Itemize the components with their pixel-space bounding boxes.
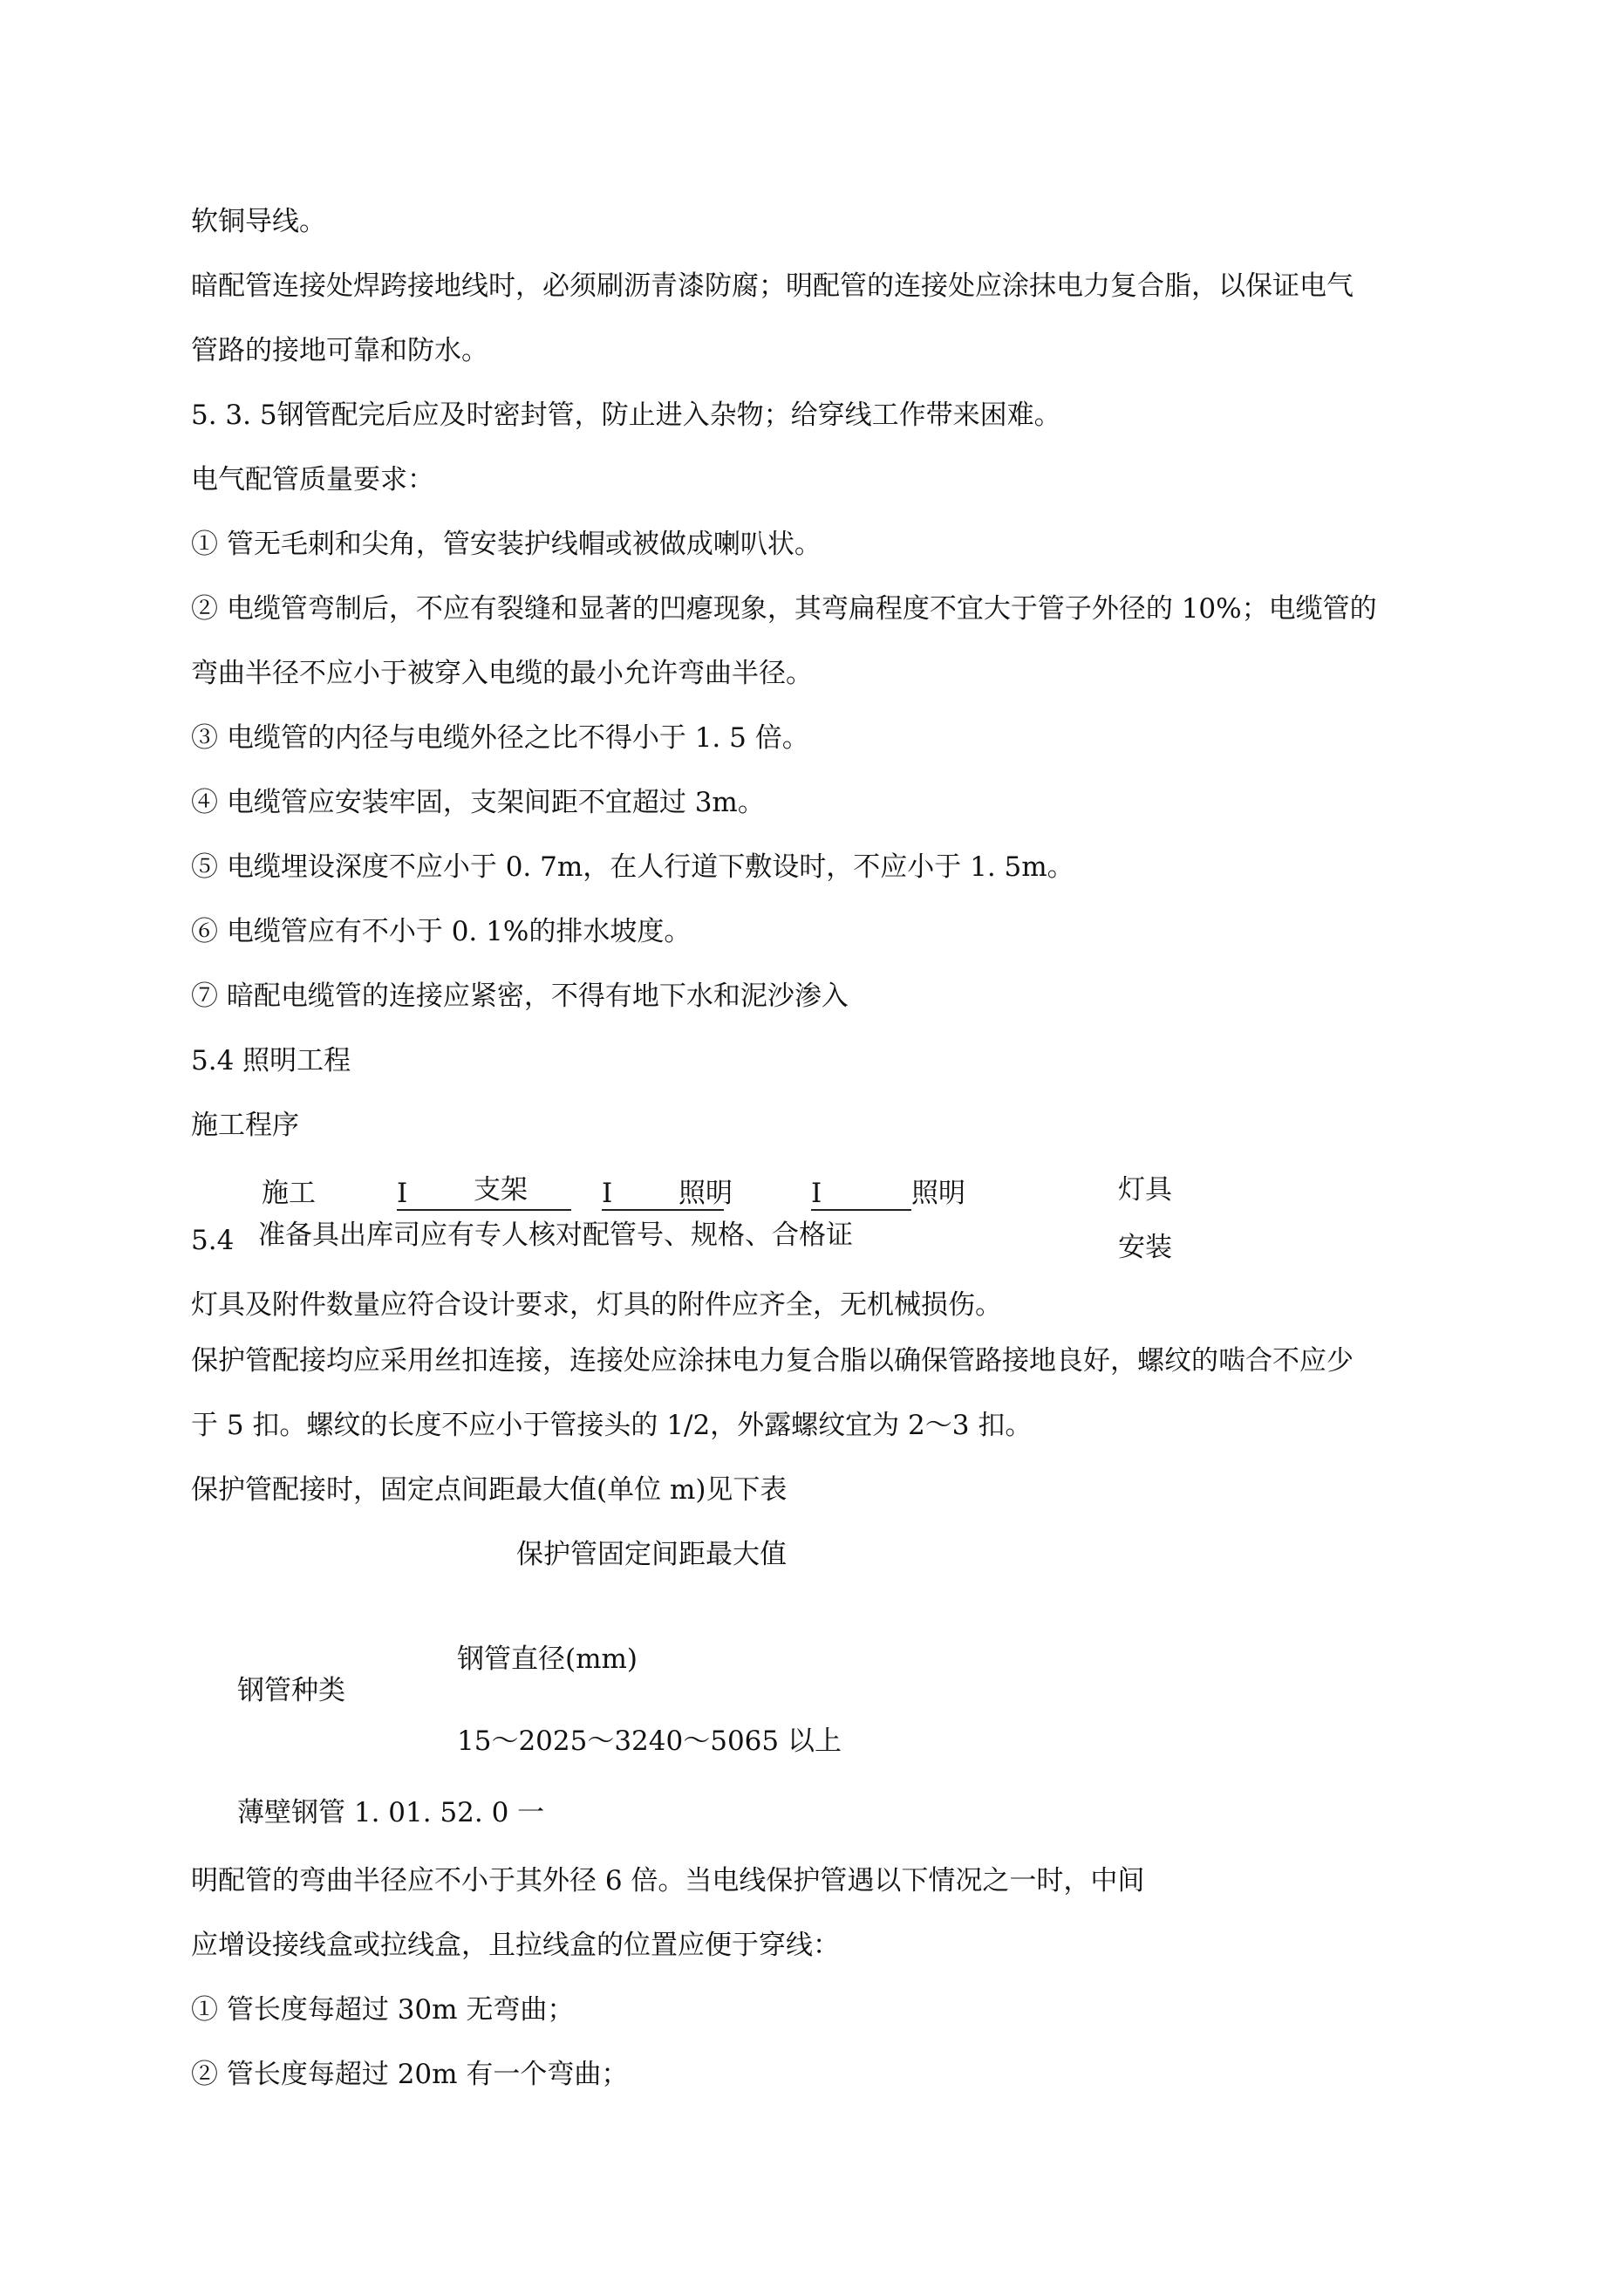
list-item: ① 管长度每超过 30m 无弯曲； <box>191 1994 575 2026</box>
flow-mark: I <box>811 1178 822 1209</box>
flow-connector <box>811 1178 911 1211</box>
list-item: ① 管无毛刺和尖角，管安装护线帽或被做成喇叭状。 <box>191 529 822 560</box>
flow-row: 准备具出库司应有专人核对配管号、规格、合格证 <box>258 1220 853 1251</box>
table-column-header: 钢管直径(mm) <box>457 1643 638 1675</box>
flow-step: 灯具 <box>1118 1174 1172 1206</box>
flow-number: 5.4 <box>191 1225 235 1256</box>
paragraph: 暗配管连接处焊跨接地线时，必须刷沥青漆防腐；明配管的连接处应涂抹电力复合脂，以保证电气 <box>191 270 1354 302</box>
flow-mark: I <box>602 1178 613 1209</box>
paragraph: 应增设接线盒或拉线盒，且拉线盒的位置应便于穿线： <box>191 1930 840 1961</box>
table-title: 保护管固定间距最大值 <box>516 1539 787 1570</box>
list-item: ⑥ 电缆管应有不小于 0. 1%的排水坡度。 <box>191 916 692 947</box>
list-item: ⑦ 暗配电缆管的连接应紧密，不得有地下水和泥沙渗入 <box>191 981 849 1012</box>
paragraph: 保护管配接均应采用丝扣连接，连接处应涂抹电力复合脂以确保管路接地良好，螺纹的啮合不应少 <box>191 1345 1354 1377</box>
table-row: 薄壁钢管 1. 01. 52. 0 一 <box>237 1797 545 1828</box>
list-item: ③ 电缆管的内径与电缆外径之比不得小于 1. 5 倍。 <box>191 722 809 754</box>
list-item-continuation: 弯曲半径不应小于被穿入电缆的最小允许弯曲半径。 <box>191 658 813 689</box>
paragraph: 于 5 扣。螺纹的长度不应小于管接头的 1/2，外露螺纹宜为 2〜3 扣。 <box>191 1410 1033 1441</box>
list-item: ④ 电缆管应安装牢固，支架间距不宜超过 3m。 <box>191 787 765 818</box>
paragraph: 保护管配接时，固定点间距最大值(单位 m)见下表 <box>191 1474 788 1506</box>
section-heading: 5.4 照明工程 <box>191 1045 351 1076</box>
list-item: ② 电缆管弯制后，不应有裂缝和显著的凹瘪现象，其弯扁程度不宜大于管子外径的 10%；电缆管的 <box>191 593 1377 625</box>
list-item: ② 管长度每超过 20m 有一个弯曲； <box>191 2059 629 2090</box>
subheading: 施工程序 <box>191 1110 299 1141</box>
section-paragraph: 5. 3. 5钢管配完后应及时密封管，防止进入杂物；给穿线工作带来困难。 <box>191 400 1061 431</box>
table-row-header: 钢管种类 <box>237 1675 345 1706</box>
heading: 电气配管质量要求： <box>191 464 434 495</box>
flow-step: 照明 <box>679 1178 733 1209</box>
paragraph: 灯具及附件数量应符合设计要求，灯具的附件应齐全，无机械损伤。 <box>191 1289 1002 1321</box>
paragraph: 管路的接地可靠和防水。 <box>191 335 488 366</box>
table-ranges: 15〜2025〜3240〜5065 以上 <box>457 1725 842 1757</box>
flow-step: 安装 <box>1118 1232 1172 1263</box>
paragraph: 软铜导线。 <box>191 206 326 237</box>
paragraph: 明配管的弯曲半径应不小于其外径 6 倍。当电线保护管遇以下情况之一时，中间 <box>191 1865 1145 1896</box>
flow-step: 施工 <box>262 1178 316 1209</box>
flow-mark: I <box>397 1178 408 1209</box>
flow-step: 照明 <box>911 1178 965 1209</box>
flow-step: 支架 <box>474 1174 528 1206</box>
list-item: ⑤ 电缆埋设深度不应小于 0. 7m，在人行道下敷设时，不应小于 1. 5m。 <box>191 851 1074 883</box>
